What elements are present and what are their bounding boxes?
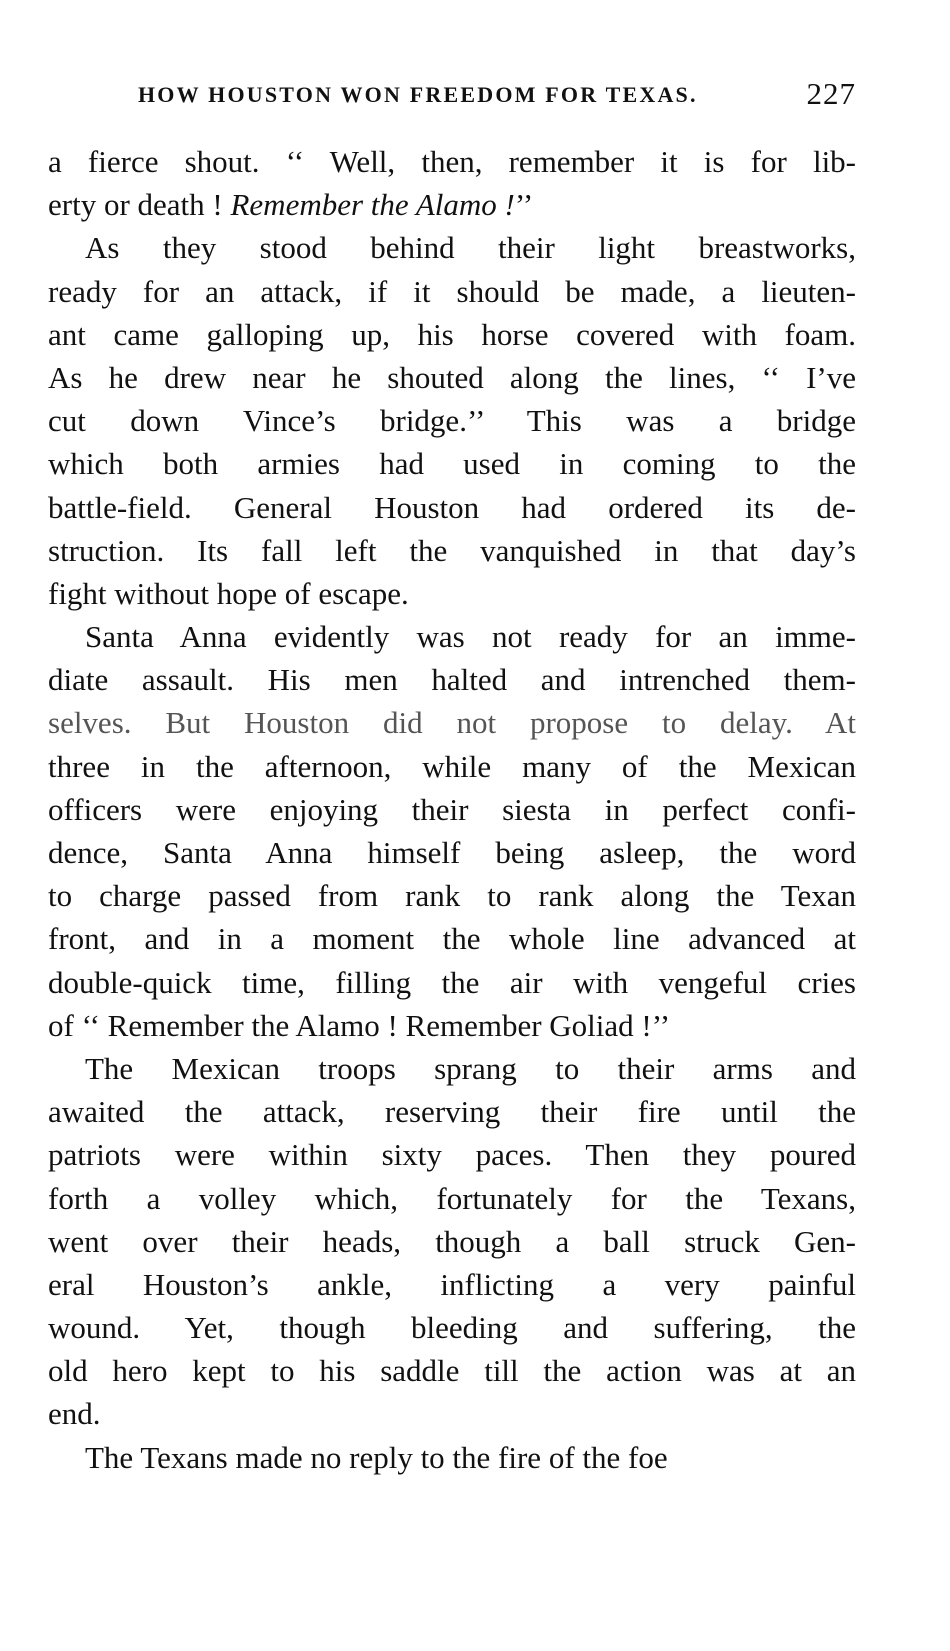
text-line: As he drew near he shouted along the lines, ‘‘ I’ve xyxy=(48,359,856,395)
text-line: dence, Santa Anna himself being asleep, the word xyxy=(48,835,856,870)
text-line: ant came galloping up, his horse covered with foam. xyxy=(48,316,856,352)
running-title: HOW HOUSTON WON FREEDOM FOR TEXAS. xyxy=(138,82,698,107)
text-line: awaited the attack, reserving their fire until the xyxy=(48,1094,856,1130)
text-line: diate assault. His men halted and intrenched them- xyxy=(48,662,856,698)
text-line: Santa Anna evidently was not ready for an imme- xyxy=(85,619,856,655)
running-head xyxy=(138,76,856,116)
text-line: went over their heads, though a ball struck Gen- xyxy=(48,1223,856,1259)
text-line: patriots were within sixty paces. Then they poured xyxy=(48,1137,856,1173)
text-line: selves. But Houston did not propose to delay. At xyxy=(48,705,856,741)
body-text xyxy=(48,140,856,1479)
text-line: officers were enjoying their siesta in perfect confi- xyxy=(48,791,856,827)
text-segment: erty or death ! xyxy=(48,187,231,223)
text-line: eral Houston’s ankle, inflicting a very painful xyxy=(48,1266,856,1302)
text-line: cut down Vince’s bridge.’’ This was a bridge xyxy=(48,403,856,439)
text-line: which both armies had used in coming to the xyxy=(48,446,856,482)
page-number: 227 xyxy=(806,76,856,111)
text-line: of ‘‘ Remember the Alamo ! Remember Goliad !’’ xyxy=(48,1007,671,1043)
text-line: forth a volley which, fortunately for the Texans, xyxy=(48,1180,856,1216)
text-line: The Texans made no reply to the fire of the foe xyxy=(85,1439,668,1475)
text-line: to charge passed from rank to rank along the Texan xyxy=(48,878,856,914)
text-line: double-quick time, filling the air with vengeful cries xyxy=(48,964,856,1000)
text-line: The Mexican troops sprang to their arms and xyxy=(85,1050,856,1086)
text-line: old hero kept to his saddle till the action was at an xyxy=(48,1353,856,1389)
text-line: struction. Its fall left the vanquished in that day’s xyxy=(48,532,856,568)
text-line: front, and in a moment the whole line advanced at xyxy=(48,921,856,957)
text-line: end. xyxy=(48,1396,101,1432)
text-segment: ’’ xyxy=(514,187,534,223)
italic-quote: Remember the Alamo ! xyxy=(230,187,515,223)
text-line: ready for an attack, if it should be made, a lieuten- xyxy=(48,273,856,309)
text-line: wound. Yet, though bleeding and suffering, the xyxy=(48,1310,856,1346)
text-line: three in the afternoon, while many of the Mexican xyxy=(48,748,856,784)
text-line: a fierce shout. ‘‘ Well, then, remember it is for lib- xyxy=(48,144,856,179)
text-line: fight without hope of escape. xyxy=(48,575,409,611)
text-line: As they stood behind their light breastworks, xyxy=(85,230,856,266)
text-line xyxy=(48,183,856,226)
text-line: battle-field. General Houston had ordered its de- xyxy=(48,489,856,525)
